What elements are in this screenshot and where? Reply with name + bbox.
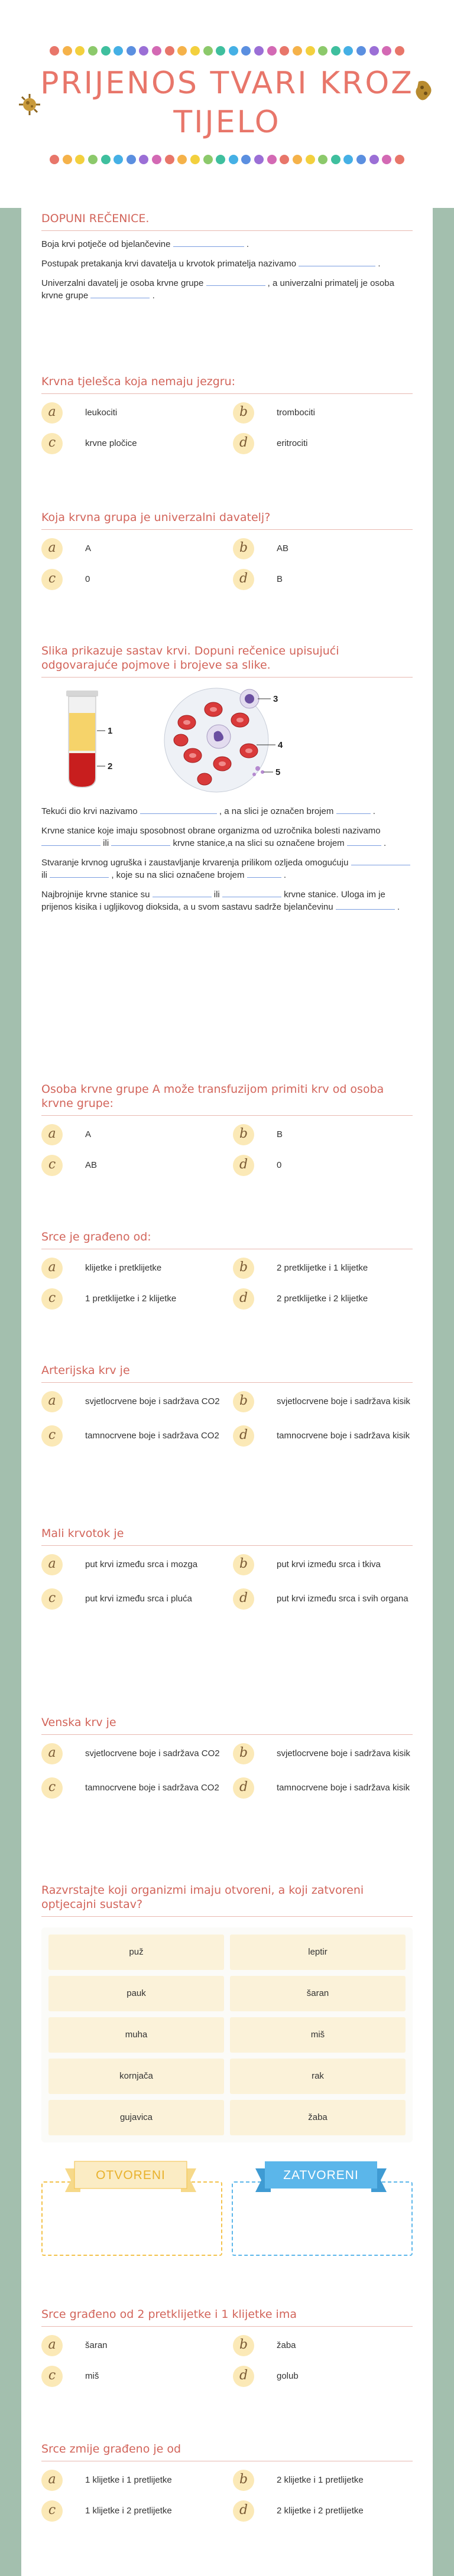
question-mc-snake-heart — [41, 2442, 413, 2531]
bucket-closed[interactable] — [232, 2158, 413, 2256]
option-text: AB — [85, 1160, 98, 1170]
paragraph-text: Tekući dio krvi nazivamo — [41, 806, 138, 816]
decorative-dot — [216, 46, 225, 56]
decorative-dot — [267, 46, 277, 56]
test-tube-image — [58, 689, 129, 790]
paragraph-4 — [41, 888, 413, 913]
option-letter: c — [41, 1425, 63, 1447]
decorative-dot — [63, 155, 72, 164]
question-title: Srce zmije građeno je od — [41, 2442, 413, 2461]
option-letter: c — [41, 1155, 63, 1176]
option-text: miš — [85, 2371, 99, 2381]
option[interactable] — [41, 1425, 221, 1456]
option[interactable] — [233, 2500, 413, 2531]
decorative-dot — [177, 46, 187, 56]
option[interactable] — [233, 2366, 413, 2396]
option-text: 2 pretklijetke i 1 klijetke — [277, 1263, 368, 1273]
option-letter: b — [233, 1124, 254, 1145]
option-letter: c — [41, 1777, 63, 1799]
option[interactable] — [41, 1554, 221, 1585]
draggable-item[interactable]: kornjača — [48, 2059, 224, 2094]
draggable-item[interactable]: gujavica — [48, 2100, 224, 2135]
decorative-dot — [139, 155, 148, 164]
decorative-dot — [203, 46, 213, 56]
decorative-dot — [114, 155, 123, 164]
sentence-text: Postupak pretakanja krvi davatelja u krvotok primatelja nazivamo — [41, 259, 297, 269]
blank-input[interactable] — [206, 278, 265, 286]
decorative-dot — [343, 46, 353, 56]
option-letter: d — [233, 2500, 254, 2522]
paragraph-text: krvne stanice,a na slici su označene brojem — [173, 838, 345, 848]
option-text: B — [277, 574, 283, 584]
decorative-dot — [101, 155, 111, 164]
option[interactable] — [233, 538, 413, 569]
decorative-dot — [241, 155, 251, 164]
option[interactable] — [41, 1777, 221, 1808]
blank-input[interactable] — [336, 901, 395, 910]
dot-border-bottom — [50, 155, 404, 164]
blank-input[interactable] — [173, 239, 244, 247]
sentence-text: , a univerzalni primatelj je osoba krvne grupe — [41, 278, 394, 301]
option-text: 1 pretklijetke i 2 klijetke — [85, 1294, 177, 1304]
dot-border-top — [50, 46, 404, 56]
blank-input[interactable] — [41, 838, 100, 846]
paragraph-end: . — [384, 838, 387, 848]
option-letter: d — [233, 1155, 254, 1176]
decorative-dot — [369, 155, 379, 164]
option-text: leukociti — [85, 408, 118, 418]
decorative-dot — [127, 155, 136, 164]
question-mc-heart-structure — [41, 1230, 413, 1319]
option-text: 0 — [277, 1160, 282, 1170]
paragraph-text: Najbrojnije krvne stanice su — [41, 890, 150, 900]
option-text: 2 pretklijetke i 2 klijetke — [277, 1294, 368, 1304]
decorative-dot — [382, 46, 391, 56]
decorative-dot — [280, 155, 289, 164]
worksheet-header — [0, 0, 454, 208]
question-title: Arterijska krv je — [41, 1363, 413, 1383]
option-letter: d — [233, 433, 254, 454]
question-title: Osoba krvne grupe A može transfuzijom primiti krv od osoba krvne grupe: — [41, 1082, 413, 1116]
option-text: put krvi između srca i pluća — [85, 1594, 192, 1604]
decorative-dot — [165, 46, 174, 56]
option[interactable] — [233, 1777, 413, 1808]
option[interactable] — [41, 569, 221, 600]
option-letter: a — [41, 2335, 63, 2356]
option-text: tamnocrvene boje i sadržava kisik — [277, 1431, 410, 1441]
option-letter: c — [41, 1588, 63, 1610]
draggable-item[interactable]: žaba — [230, 2100, 406, 2135]
option-letter: b — [233, 1258, 254, 1279]
blank-input[interactable] — [111, 838, 170, 846]
question-fill-sentences — [41, 211, 413, 302]
question-title: Venska krv je — [41, 1715, 413, 1735]
option[interactable] — [41, 1124, 221, 1155]
option[interactable] — [233, 1743, 413, 1774]
option[interactable] — [233, 2470, 413, 2500]
paragraph-text: Krvne stanice koje imaju sposobnost obrane organizma od uzročnika bolesti nazivamo — [41, 826, 381, 836]
blank-input[interactable] — [90, 290, 150, 298]
paragraph-text: , a na slici je označen brojem — [219, 806, 334, 816]
option[interactable] — [41, 538, 221, 569]
decorative-dot — [165, 155, 174, 164]
option-letter: d — [233, 569, 254, 590]
option[interactable] — [41, 402, 221, 433]
question-mc-three-chamber-heart — [41, 2307, 413, 2396]
decorative-dot — [254, 46, 264, 56]
sentence-end: . — [378, 259, 381, 269]
option-text: 1 klijetke i 2 pretlijetke — [85, 2506, 172, 2516]
decorative-dot — [139, 46, 148, 56]
option-text: krvne pločice — [85, 438, 137, 448]
paragraph-text: krvne stanice. Uloga im je prijenos kisika i ugljikovog dioksida, a u svom sastavu sadrže bjelančevinu — [41, 890, 385, 912]
decorative-dot — [190, 46, 200, 56]
question-title: Slika prikazuje sastav krvi. Dopuni rečenice upisujući odgovarajuće pojmove i brojeve sa slike. — [41, 644, 413, 678]
decorative-dot — [114, 46, 123, 56]
virus-icon — [17, 92, 43, 118]
sentence-end: . — [246, 239, 249, 249]
question-title: Mali krvotok je — [41, 1526, 413, 1546]
option-letter: d — [233, 1425, 254, 1447]
sentence-2 — [41, 258, 413, 270]
option[interactable] — [233, 1588, 413, 1619]
sentence-text: Boja krvi potječe od bjelančevine — [41, 239, 171, 249]
option-text: put krvi između srca i tkiva — [277, 1559, 381, 1569]
options-grid — [41, 538, 413, 600]
question-mc-transfusion — [41, 1082, 413, 1186]
decorative-dot — [306, 155, 315, 164]
option-text: tamnocrvene boje i sadržava CO2 — [85, 1783, 219, 1793]
paragraph-text: ili — [103, 838, 109, 848]
sentence-3 — [41, 277, 413, 302]
options-grid — [41, 1554, 413, 1619]
decorative-dot — [331, 46, 340, 56]
options-grid — [41, 2335, 413, 2396]
worksheet-paper — [21, 208, 433, 2576]
decorative-dot — [190, 155, 200, 164]
question-mc-pulmonary-circulation — [41, 1526, 413, 1619]
option-letter: b — [233, 2470, 254, 2491]
option-letter: b — [233, 538, 254, 559]
paragraph-end: . — [283, 870, 286, 880]
options-grid — [41, 1258, 413, 1319]
option-text: tamnocrvene boje i sadržava kisik — [277, 1783, 410, 1793]
draggable-item[interactable]: rak — [230, 2059, 406, 2094]
sentence-1 — [41, 238, 413, 250]
option-text: A — [85, 1129, 92, 1139]
paragraph-text: ili — [41, 870, 47, 880]
options-grid — [41, 1743, 413, 1808]
decorative-dot — [88, 155, 98, 164]
decorative-dot — [356, 155, 366, 164]
option[interactable] — [41, 1258, 221, 1288]
draggable-item[interactable]: muha — [48, 2017, 224, 2053]
question-mc-no-nucleus — [41, 374, 413, 464]
option[interactable] — [233, 402, 413, 433]
option[interactable] — [41, 2335, 221, 2366]
decorative-dot — [50, 155, 59, 164]
option-letter: b — [233, 2335, 254, 2356]
bucket-label: OTVORENI — [96, 2168, 166, 2182]
paragraph-text: Stvaranje krvnog ugruška i zaustavljanje krvarenja prilikom ozljeda omogućuju — [41, 858, 349, 868]
option[interactable] — [41, 2470, 221, 2500]
option[interactable] — [233, 1258, 413, 1288]
option-letter: c — [41, 433, 63, 454]
option-text: A — [85, 543, 92, 553]
question-title: Srce građeno od 2 pretklijetke i 1 klijetke ima — [41, 2307, 413, 2327]
decorative-dot — [229, 46, 238, 56]
question-mc-arterial-blood — [41, 1363, 413, 1456]
decorative-dot — [293, 155, 302, 164]
decorative-dot — [216, 155, 225, 164]
option-letter: a — [41, 1258, 63, 1279]
bacteria-icon — [413, 78, 436, 104]
decorative-dot — [75, 46, 85, 56]
option[interactable] — [41, 433, 221, 464]
blank-input[interactable] — [153, 889, 212, 897]
option-text: trombociti — [277, 408, 316, 418]
option-text: žaba — [277, 2340, 296, 2350]
option-letter: a — [41, 1743, 63, 1764]
option-text: šaran — [85, 2340, 108, 2350]
option-letter: d — [233, 1588, 254, 1610]
option-letter: a — [41, 1391, 63, 1412]
figure-label: 1 — [108, 726, 113, 736]
option-letter: d — [233, 1288, 254, 1310]
decorative-dot — [369, 46, 379, 56]
decorative-dot — [241, 46, 251, 56]
option[interactable] — [41, 2500, 221, 2531]
option-text: golub — [277, 2371, 299, 2381]
figure-label: 4 — [278, 740, 283, 750]
decorative-dot — [50, 46, 59, 56]
decorative-dot — [318, 46, 327, 56]
option-text: klijetke i pretklijetke — [85, 1263, 162, 1273]
option-text: svjetlocrvene boje i sadržava CO2 — [85, 1396, 220, 1406]
option-text: 1 klijetke i 1 pretlijetke — [85, 2475, 172, 2485]
decorative-dot — [75, 155, 85, 164]
bucket-open[interactable] — [41, 2158, 222, 2256]
draggable-item[interactable]: šaran — [230, 1976, 406, 2011]
sortable-items-bank — [41, 1927, 413, 2142]
option-letter: a — [41, 1124, 63, 1145]
option[interactable] — [41, 1743, 221, 1774]
question-title: Razvrstajte koji organizmi imaju otvoreni, a koji zatvoreni optjecajni sustav? — [41, 1883, 413, 1917]
option[interactable] — [233, 1425, 413, 1456]
options-grid — [41, 1124, 413, 1186]
decorative-dot — [127, 46, 136, 56]
paragraph-1 — [41, 805, 413, 818]
option-text: AB — [277, 543, 289, 553]
decorative-dot — [293, 46, 302, 56]
decorative-dot — [63, 46, 72, 56]
option[interactable] — [233, 1124, 413, 1155]
blank-input[interactable] — [222, 889, 281, 897]
options-grid — [41, 2470, 413, 2531]
option[interactable] — [41, 1288, 221, 1319]
figure-label: 5 — [275, 767, 281, 777]
blank-input[interactable] — [247, 869, 281, 878]
option-letter: b — [233, 1391, 254, 1412]
blank-input[interactable] — [140, 806, 217, 814]
blank-input[interactable] — [351, 857, 410, 865]
question-sort-circulatory-systems — [41, 1883, 413, 2258]
figure-label: 2 — [108, 761, 113, 771]
sentence-end: . — [152, 291, 155, 301]
decorative-dot — [356, 46, 366, 56]
decorative-dot — [395, 46, 404, 56]
decorative-dot — [229, 155, 238, 164]
decorative-dot — [382, 155, 391, 164]
decorative-dot — [152, 46, 161, 56]
drop-buckets — [41, 2158, 413, 2258]
question-mc-venous-blood — [41, 1715, 413, 1808]
option[interactable] — [41, 1588, 221, 1619]
decorative-dot — [306, 46, 315, 56]
paragraph-2 — [41, 825, 413, 849]
decorative-dot — [254, 155, 264, 164]
decorative-dot — [101, 46, 111, 56]
decorative-dot — [177, 155, 187, 164]
option-text: B — [277, 1129, 283, 1139]
option[interactable] — [41, 2366, 221, 2396]
option[interactable] — [233, 1155, 413, 1186]
decorative-dot — [395, 155, 404, 164]
draggable-item[interactable]: pauk — [48, 1976, 224, 2011]
page-title-line1: PRIJENOS TVARI KROZ — [40, 66, 414, 101]
option-letter: a — [41, 1554, 63, 1575]
question-title: Srce je građeno od: — [41, 1230, 413, 1249]
options-grid — [41, 1391, 413, 1456]
question-title: Koja krvna grupa je univerzalni davatelj? — [41, 510, 413, 530]
option-text: svjetlocrvene boje i sadržava CO2 — [85, 1748, 220, 1758]
option-letter: a — [41, 2470, 63, 2491]
decorative-dot — [343, 155, 353, 164]
option-text: tamnocrvene boje i sadržava CO2 — [85, 1431, 219, 1441]
option-letter: a — [41, 538, 63, 559]
sentence-text: Univerzalni davatelj je osoba krvne grupe — [41, 278, 204, 288]
option[interactable] — [41, 1391, 221, 1422]
page-title-line2: TIJELO — [173, 105, 281, 140]
decorative-dot — [331, 155, 340, 164]
option-letter: a — [41, 402, 63, 424]
decorative-dot — [318, 155, 327, 164]
paragraph-end: . — [372, 806, 375, 816]
decorative-dot — [88, 46, 98, 56]
option-text: svjetlocrvene boje i sadržava kisik — [277, 1748, 410, 1758]
option-letter: b — [233, 1743, 254, 1764]
option-text: svjetlocrvene boje i sadržava kisik — [277, 1396, 410, 1406]
bucket-label: ZATVORENI — [283, 2168, 359, 2182]
option-text: 0 — [85, 574, 90, 584]
decorative-dot — [280, 46, 289, 56]
option[interactable] — [233, 1288, 413, 1319]
blank-input[interactable] — [347, 838, 381, 846]
option[interactable] — [41, 1155, 221, 1186]
blood-figure — [41, 686, 413, 798]
option-text: 2 klijetke i 2 pretlijetke — [277, 2506, 364, 2516]
option-text: 2 klijetke i 1 pretlijetke — [277, 2475, 364, 2485]
question-title: Krvna tjelešca koja nemaju jezgru: — [41, 374, 413, 394]
option[interactable] — [233, 569, 413, 600]
blank-input[interactable] — [299, 258, 375, 266]
option-text: eritrociti — [277, 438, 308, 448]
option-letter: b — [233, 402, 254, 424]
option-letter: c — [41, 2366, 63, 2387]
paragraph-text: ili — [213, 890, 220, 900]
option-text: put krvi između srca i svih organa — [277, 1594, 408, 1604]
question-title: DOPUNI REČENICE. — [41, 211, 413, 231]
option-letter: c — [41, 2500, 63, 2522]
paragraph-end: . — [397, 902, 400, 912]
decorative-dot — [203, 155, 213, 164]
option-letter: c — [41, 1288, 63, 1310]
draggable-item[interactable]: puž — [48, 1935, 224, 1970]
figure-label: 3 — [273, 694, 278, 704]
option[interactable] — [233, 2335, 413, 2366]
option-letter: d — [233, 1777, 254, 1799]
decorative-dot — [152, 155, 161, 164]
option[interactable] — [233, 1391, 413, 1422]
blank-input[interactable] — [50, 869, 109, 878]
option-text: put krvi između srca i mozga — [85, 1559, 198, 1569]
option[interactable] — [233, 433, 413, 464]
blood-cells-image — [157, 686, 299, 796]
draggable-item[interactable]: leptir — [230, 1935, 406, 1970]
question-mc-universal-donor — [41, 510, 413, 600]
paragraph-text: , koje su na slici označene brojem — [111, 870, 245, 880]
options-grid — [41, 402, 413, 464]
draggable-item[interactable]: miš — [230, 2017, 406, 2053]
option[interactable] — [233, 1554, 413, 1585]
paragraph-3 — [41, 857, 413, 881]
option-letter: d — [233, 2366, 254, 2387]
blank-input[interactable] — [336, 806, 371, 814]
option-letter: c — [41, 569, 63, 590]
option-letter: b — [233, 1554, 254, 1575]
question-blood-composition — [41, 644, 413, 913]
decorative-dot — [267, 155, 277, 164]
